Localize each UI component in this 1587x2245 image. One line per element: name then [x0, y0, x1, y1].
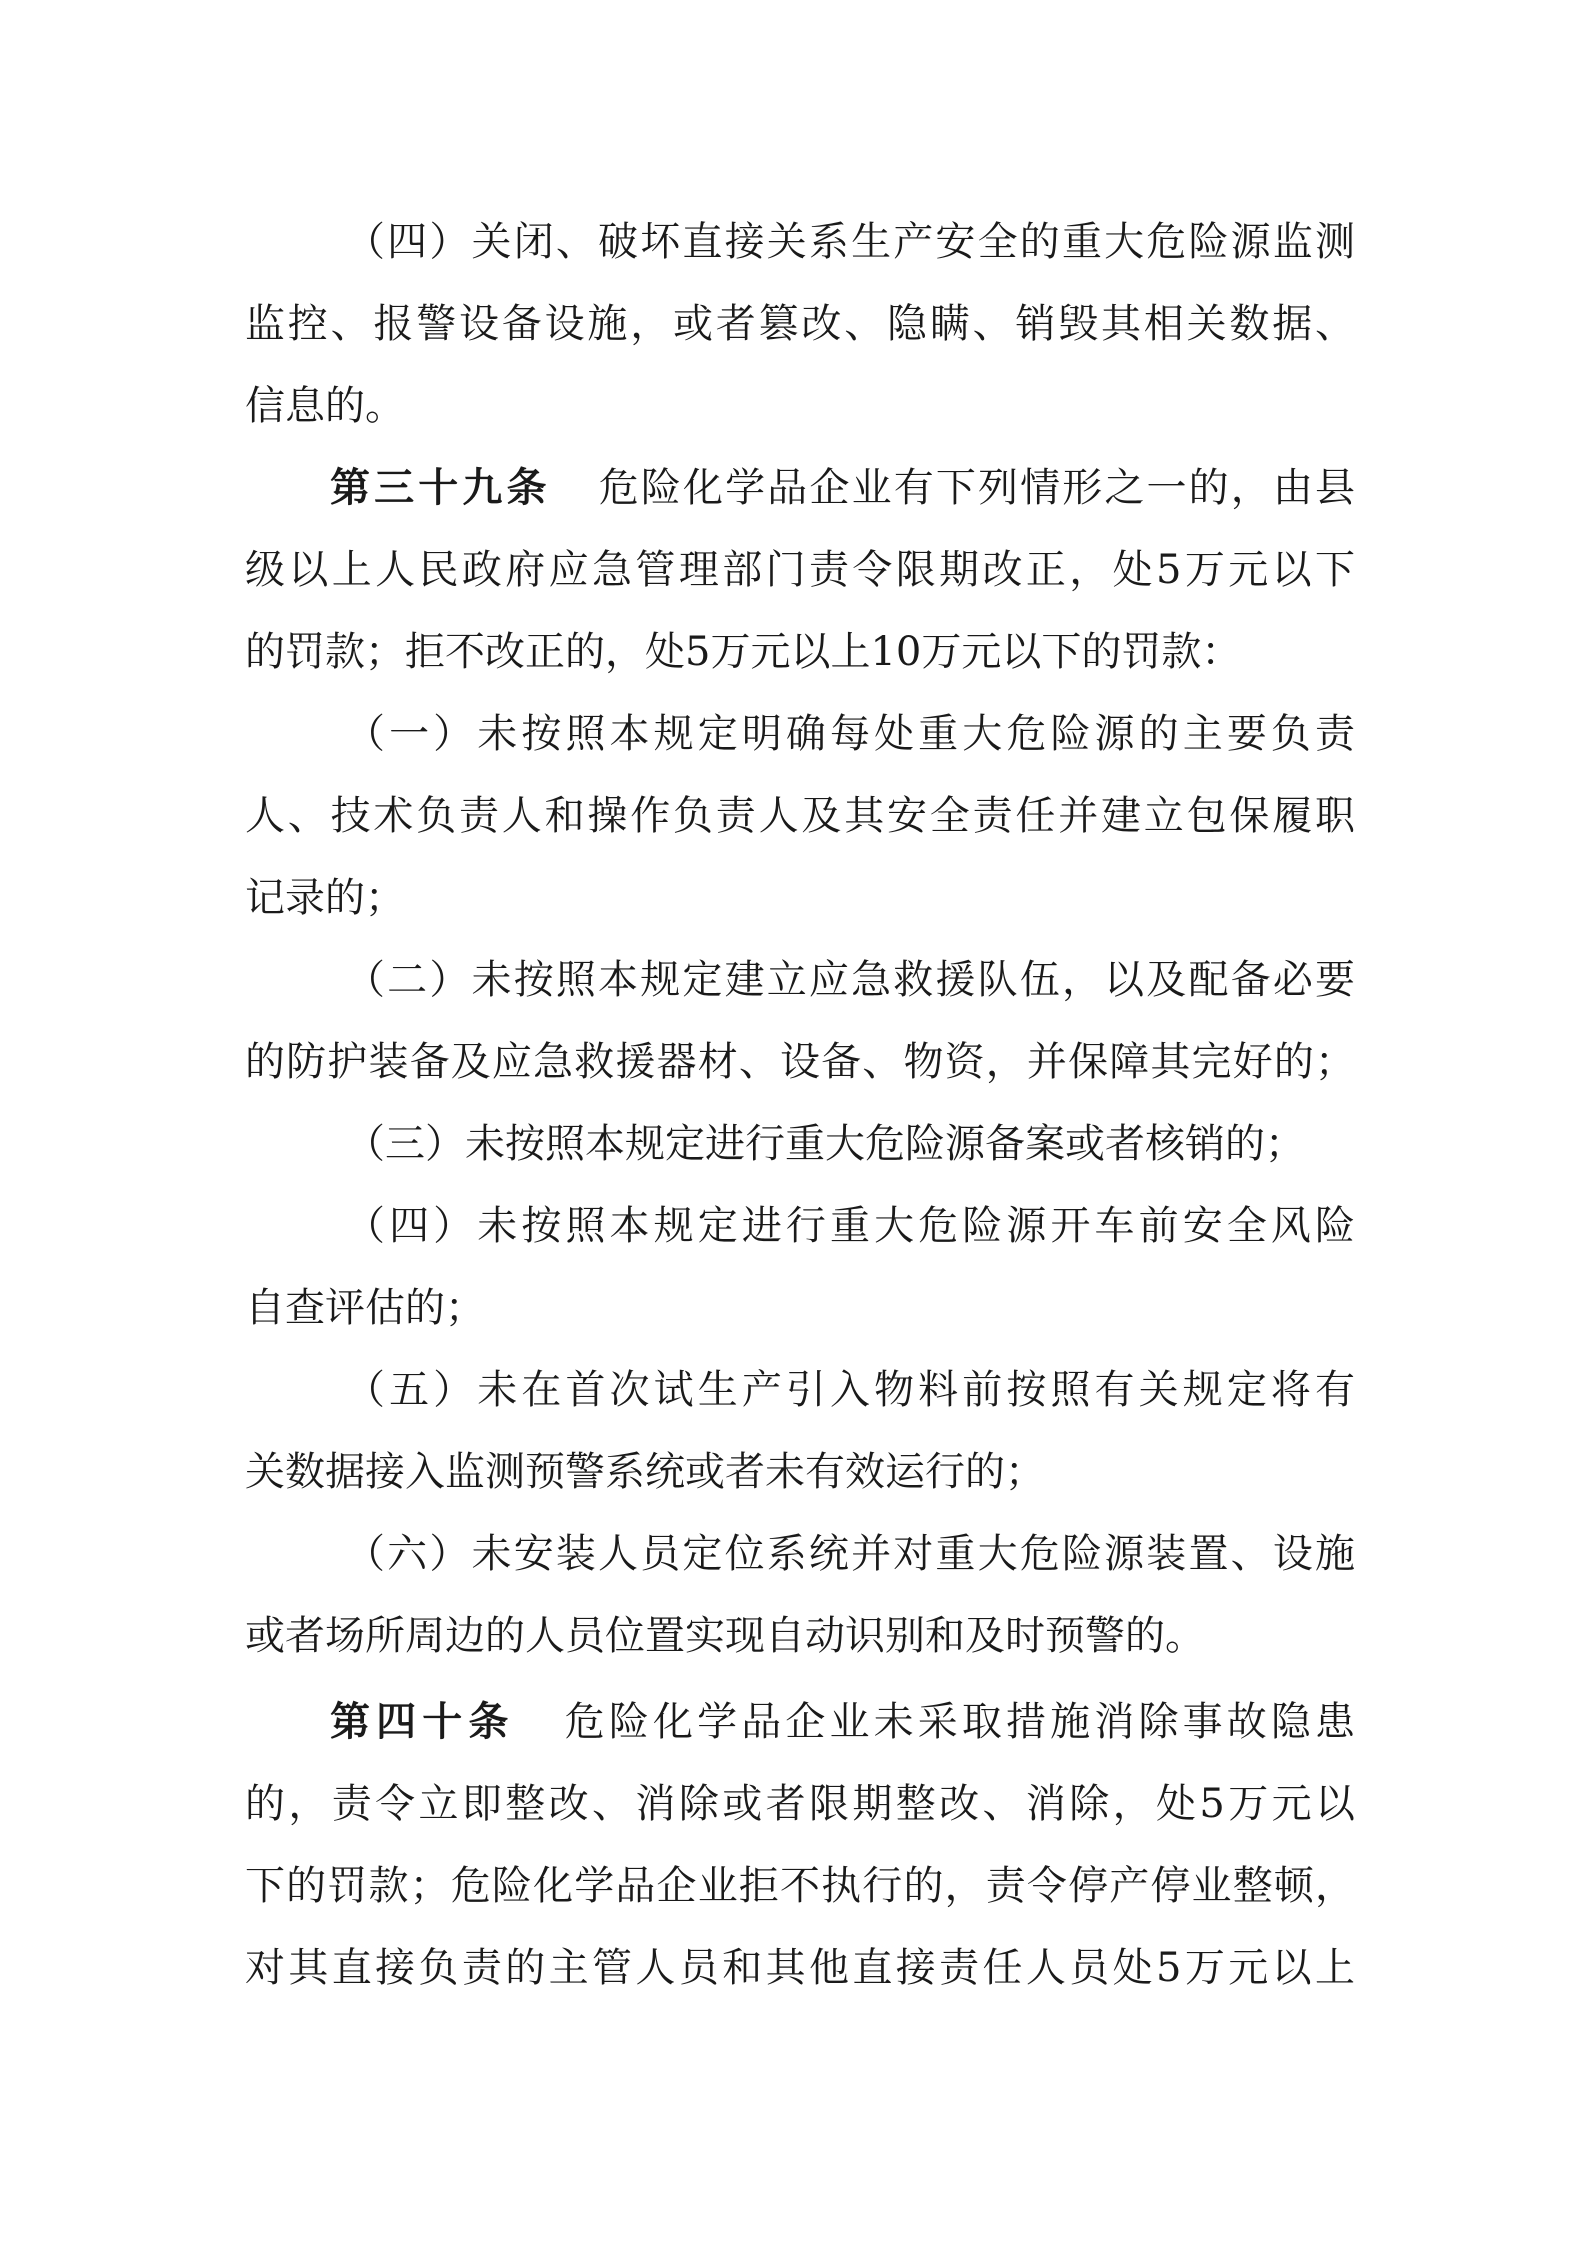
article-40-line-4: 对其直接负责的主管人员和其他直接责任人员处5万元以上: [245, 1945, 1355, 1991]
article-39-item-4-line-1: （四）未按照本规定进行重大危险源开车前安全风险: [345, 1203, 1355, 1249]
article-40-line-1: [330, 1694, 1355, 1750]
article-39-text-1: 危险化学品企业有下列情形之一的，由县: [596, 465, 1356, 511]
para-item-4-line-3: 信息的。: [245, 383, 405, 429]
article-40-line-3: 下的罚款；危险化学品企业拒不执行的，责令停产停业整顿，: [245, 1863, 1355, 1909]
article-39-line-3: 的罚款；拒不改正的，处5万元以上10万元以下的罚款：: [245, 629, 1242, 675]
para-item-4-line-2: 监控、报警设备设施，或者篡改、隐瞒、销毁其相关数据、: [245, 301, 1355, 347]
article-39-item-4-line-2: 自查评估的；: [245, 1285, 485, 1331]
article-39-item-1-line-3: 记录的；: [245, 875, 405, 921]
article-39-item-5-line-1: （五）未在首次试生产引入物料前按照有关规定将有: [345, 1367, 1355, 1413]
article-40-text-1: 危险化学品企业未采取措施消除事故隐患: [560, 1699, 1356, 1745]
article-40-line-2: 的，责令立即整改、消除或者限期整改、消除，处5万元以: [245, 1781, 1355, 1827]
article-39-item-2-line-2: 的防护装备及应急救援器材、设备、物资，并保障其完好的；: [245, 1039, 1355, 1085]
article-39-item-5-line-2: 关数据接入监测预警系统或者未有效运行的；: [245, 1449, 1045, 1495]
article-39-heading: 第三十九条: [330, 465, 551, 511]
article-40-heading: 第四十条: [330, 1699, 515, 1745]
article-39-item-2-line-1: （二）未按照本规定建立应急救援队伍，以及配备必要: [345, 957, 1355, 1003]
article-39-line-2: 级以上人民政府应急管理部门责令限期改正，处5万元以下: [245, 547, 1355, 593]
article-39-item-6-line-1: （六）未安装人员定位系统并对重大危险源装置、设施: [345, 1531, 1355, 1577]
article-39-item-6-line-2: 或者场所周边的人员位置实现自动识别和及时预警的。: [245, 1613, 1205, 1659]
article-39-item-1-line-2: 人、技术负责人和操作负责人及其安全责任并建立包保履职: [245, 793, 1355, 839]
article-39-item-1-line-1: （一）未按照本规定明确每处重大危险源的主要负责: [345, 711, 1355, 757]
para-item-4-line-1: （四）关闭、破坏直接关系生产安全的重大危险源监测: [345, 219, 1355, 265]
article-39-line-1: [330, 460, 1355, 516]
article-39-item-3-line-1: （三）未按照本规定进行重大危险源备案或者核销的；: [345, 1121, 1305, 1167]
